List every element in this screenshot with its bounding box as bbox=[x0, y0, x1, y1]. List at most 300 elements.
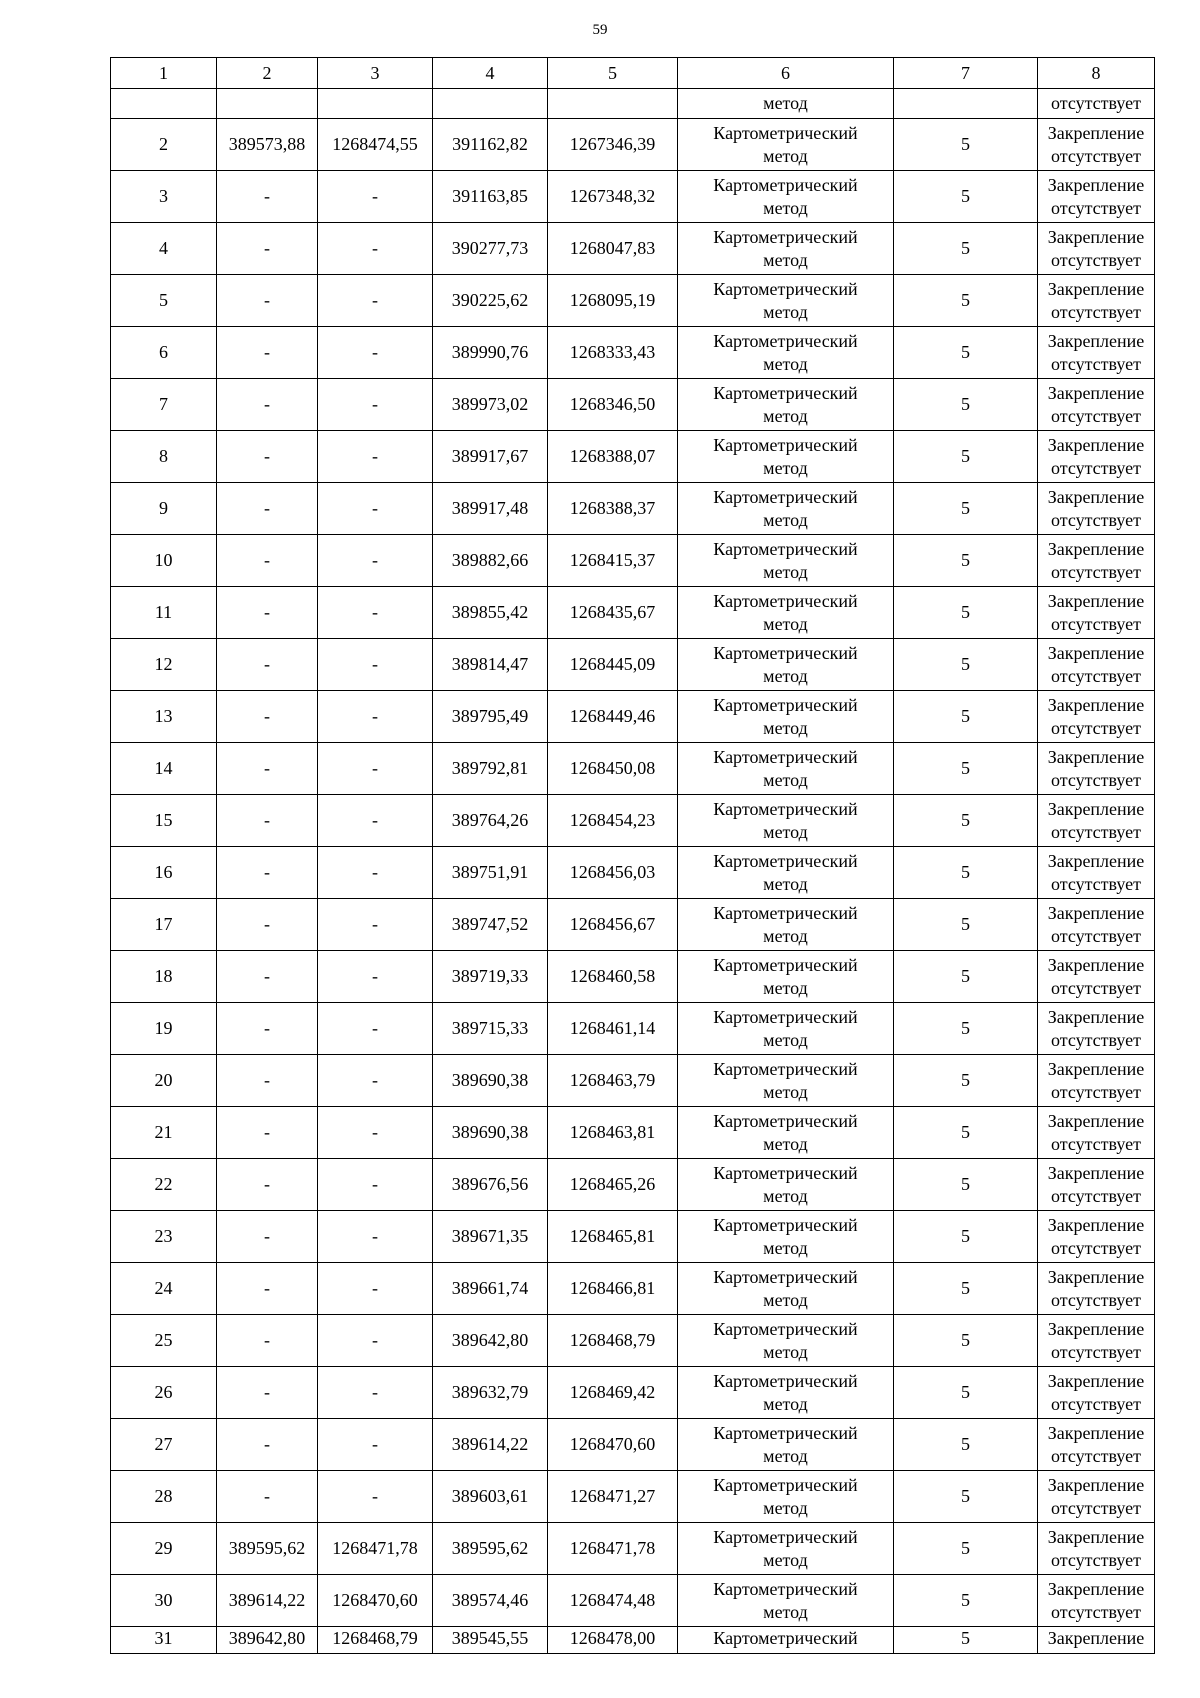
existing-y-cell: - bbox=[318, 743, 433, 795]
existing-x-cell: - bbox=[217, 431, 318, 483]
fixation-cell bbox=[1038, 1471, 1155, 1523]
fixation-cell bbox=[1038, 1159, 1155, 1211]
new-y-cell: 1268435,67 bbox=[548, 587, 678, 639]
fixation-cell bbox=[1038, 1315, 1155, 1367]
table-row bbox=[111, 1211, 1155, 1263]
method-cell bbox=[678, 1367, 894, 1419]
existing-y-cell: - bbox=[318, 379, 433, 431]
accuracy-cell: 5 bbox=[894, 119, 1038, 171]
fixation-cell-line-2: отсутствует bbox=[1050, 1445, 1142, 1466]
method-cell-line-2: метод bbox=[763, 1029, 808, 1050]
existing-x-cell: - bbox=[217, 1471, 318, 1523]
fixation-cell-line-1: Закрепление bbox=[1047, 746, 1145, 767]
fixation-cell-line-1: Закрепление bbox=[1047, 590, 1145, 611]
fixation-cell-line-1: Закрепление bbox=[1047, 174, 1145, 195]
new-x-cell: 389671,35 bbox=[433, 1211, 548, 1263]
point-number-cell: 5 bbox=[111, 275, 217, 327]
new-y-cell: 1268456,03 bbox=[548, 847, 678, 899]
table-row bbox=[111, 639, 1155, 691]
new-x-cell: 389603,61 bbox=[433, 1471, 548, 1523]
fixation-cell-line-1: Закрепление bbox=[1047, 954, 1145, 975]
new-y-cell: 1268449,46 bbox=[548, 691, 678, 743]
fixation-cell-line-1: Закрепление bbox=[1047, 1006, 1145, 1027]
fixation-cell bbox=[1038, 1003, 1155, 1055]
fixation-cell: отсутствует bbox=[1038, 89, 1155, 119]
fixation-cell bbox=[1038, 1055, 1155, 1107]
method-cell bbox=[678, 379, 894, 431]
table-row bbox=[111, 899, 1155, 951]
page-number: 59 bbox=[592, 22, 608, 38]
new-y-cell: 1268346,50 bbox=[548, 379, 678, 431]
fixation-cell-line-2: отсутствует bbox=[1050, 1133, 1142, 1154]
accuracy-cell: 5 bbox=[894, 171, 1038, 223]
fixation-cell bbox=[1038, 379, 1155, 431]
fixation-cell-line-2: отсутствует bbox=[1050, 1237, 1142, 1258]
fixation-cell-line-2: отсутствует bbox=[1050, 665, 1142, 686]
method-cell-line-2: метод bbox=[763, 1341, 808, 1362]
table-row bbox=[111, 171, 1155, 223]
method-cell: Картометрический bbox=[678, 1627, 894, 1654]
table-row bbox=[111, 1367, 1155, 1419]
accuracy-cell: 5 bbox=[894, 275, 1038, 327]
fixation-cell-line-2: отсутствует bbox=[1050, 977, 1142, 998]
new-x-cell: 389690,38 bbox=[433, 1107, 548, 1159]
new-x-cell: 390225,62 bbox=[433, 275, 548, 327]
existing-x-cell: - bbox=[217, 587, 318, 639]
accuracy-cell: 5 bbox=[894, 951, 1038, 1003]
point-number-cell: 3 bbox=[111, 171, 217, 223]
fixation-cell bbox=[1038, 275, 1155, 327]
new-x-cell: 389882,66 bbox=[433, 535, 548, 587]
method-cell-line-1: Картометрический bbox=[713, 122, 858, 143]
table-row bbox=[111, 1315, 1155, 1367]
accuracy-cell: 5 bbox=[894, 1471, 1038, 1523]
table-row bbox=[111, 1523, 1155, 1575]
new-y-cell: 1268469,42 bbox=[548, 1367, 678, 1419]
table-row bbox=[111, 1055, 1155, 1107]
method-cell-line-1: Картометрический bbox=[713, 1422, 858, 1443]
existing-x-cell: - bbox=[217, 483, 318, 535]
existing-y-cell: - bbox=[318, 847, 433, 899]
table-row bbox=[111, 691, 1155, 743]
fixation-cell-line-1: Закрепление bbox=[1047, 278, 1145, 299]
existing-x-cell: - bbox=[217, 847, 318, 899]
method-cell-line-2: метод bbox=[763, 1393, 808, 1414]
existing-x-cell: - bbox=[217, 795, 318, 847]
fixation-cell-line-1: Закрепление bbox=[1047, 1214, 1145, 1235]
existing-x-cell: 389614,22 bbox=[217, 1575, 318, 1627]
existing-y-cell: - bbox=[318, 951, 433, 1003]
accuracy-cell: 5 bbox=[894, 587, 1038, 639]
existing-x-cell: - bbox=[217, 1107, 318, 1159]
new-y-cell: 1268450,08 bbox=[548, 743, 678, 795]
accuracy-cell: 5 bbox=[894, 1419, 1038, 1471]
point-number-cell: 30 bbox=[111, 1575, 217, 1627]
existing-y-cell: - bbox=[318, 223, 433, 275]
method-cell-line-2: метод bbox=[763, 249, 808, 270]
method-cell bbox=[678, 1055, 894, 1107]
table-row bbox=[111, 379, 1155, 431]
method-cell bbox=[678, 171, 894, 223]
fixation-cell bbox=[1038, 171, 1155, 223]
new-y-cell: 1268460,58 bbox=[548, 951, 678, 1003]
new-x-cell: 389990,76 bbox=[433, 327, 548, 379]
method-cell bbox=[678, 587, 894, 639]
new-x-cell: 389917,48 bbox=[433, 483, 548, 535]
table-row bbox=[111, 119, 1155, 171]
fixation-cell-line-2: отсутствует bbox=[1050, 1289, 1142, 1310]
existing-x-cell: - bbox=[217, 1315, 318, 1367]
fixation-cell-line-2: отсутствует bbox=[1050, 457, 1142, 478]
method-cell-line-1: Картометрический bbox=[713, 174, 858, 195]
point-number-cell: 16 bbox=[111, 847, 217, 899]
new-y-cell: 1268463,81 bbox=[548, 1107, 678, 1159]
fixation-cell bbox=[1038, 431, 1155, 483]
accuracy-cell: 5 bbox=[894, 483, 1038, 535]
point-number-cell: 28 bbox=[111, 1471, 217, 1523]
existing-y-cell: - bbox=[318, 1315, 433, 1367]
new-x-cell: 389661,74 bbox=[433, 1263, 548, 1315]
new-y-cell: 1268456,67 bbox=[548, 899, 678, 951]
method-cell-line-2: метод bbox=[763, 509, 808, 530]
fixation-cell-line-2: отсутствует bbox=[1050, 197, 1142, 218]
method-cell-line-1: Картометрический bbox=[713, 330, 858, 351]
fixation-cell-line-1: Закрепление bbox=[1047, 330, 1145, 351]
method-cell-line-2: метод bbox=[763, 301, 808, 322]
new-y-cell: 1268095,19 bbox=[548, 275, 678, 327]
point-number-cell: 24 bbox=[111, 1263, 217, 1315]
method-cell bbox=[678, 795, 894, 847]
table-row bbox=[111, 1263, 1155, 1315]
new-x-cell: 391162,82 bbox=[433, 119, 548, 171]
method-cell bbox=[678, 899, 894, 951]
method-cell-line-1: Картометрический bbox=[713, 590, 858, 611]
method-cell bbox=[678, 639, 894, 691]
fixation-cell-line-2: отсутствует bbox=[1050, 509, 1142, 530]
method-cell-line-2: метод bbox=[763, 1601, 808, 1622]
method-cell-line-1: Картометрический bbox=[713, 746, 858, 767]
existing-y-cell: - bbox=[318, 691, 433, 743]
existing-y-cell: - bbox=[318, 1471, 433, 1523]
method-cell bbox=[678, 327, 894, 379]
existing-x-cell: - bbox=[217, 171, 318, 223]
method-cell-line-2: метод bbox=[763, 1133, 808, 1154]
method-cell bbox=[678, 1523, 894, 1575]
existing-y-cell: - bbox=[318, 795, 433, 847]
fixation-cell bbox=[1038, 1575, 1155, 1627]
method-cell-line-1: Картометрический bbox=[713, 434, 858, 455]
method-cell bbox=[678, 431, 894, 483]
existing-x-cell: - bbox=[217, 379, 318, 431]
new-y-cell: 1268333,43 bbox=[548, 327, 678, 379]
header-cell: 8 bbox=[1038, 58, 1155, 89]
new-y-cell: 1268465,81 bbox=[548, 1211, 678, 1263]
new-y-cell: 1268465,26 bbox=[548, 1159, 678, 1211]
fixation-cell: Закрепление bbox=[1038, 1627, 1155, 1654]
new-x-cell: 389632,79 bbox=[433, 1367, 548, 1419]
fixation-cell-line-2: отсутствует bbox=[1050, 1393, 1142, 1414]
point-number-cell: 2 bbox=[111, 119, 217, 171]
new-y-cell: 1268454,23 bbox=[548, 795, 678, 847]
point-number-cell: 29 bbox=[111, 1523, 217, 1575]
header-cell: 1 bbox=[111, 58, 217, 89]
point-number-cell: 8 bbox=[111, 431, 217, 483]
method-cell-line-1: Картометрический bbox=[713, 538, 858, 559]
accuracy-cell: 5 bbox=[894, 1159, 1038, 1211]
fixation-cell-line-1: Закрепление bbox=[1047, 694, 1145, 715]
method-cell bbox=[678, 743, 894, 795]
fixation-cell-line-2: отсутствует bbox=[1050, 1185, 1142, 1206]
header-cell: 5 bbox=[548, 58, 678, 89]
table-row bbox=[111, 535, 1155, 587]
method-cell-line-1: Картометрический bbox=[713, 278, 858, 299]
fixation-cell bbox=[1038, 951, 1155, 1003]
existing-y-cell: - bbox=[318, 1419, 433, 1471]
existing-y-cell: - bbox=[318, 1211, 433, 1263]
existing-y-cell: - bbox=[318, 171, 433, 223]
method-cell-line-1: Картометрический bbox=[713, 382, 858, 403]
fixation-cell-line-1: Закрепление bbox=[1047, 434, 1145, 455]
fixation-cell-line-2: отсутствует bbox=[1050, 769, 1142, 790]
new-x-cell: 389795,49 bbox=[433, 691, 548, 743]
new-y-cell: 1268471,78 bbox=[548, 1523, 678, 1575]
new-y-cell: 1267348,32 bbox=[548, 171, 678, 223]
new-y-cell: 1268461,14 bbox=[548, 1003, 678, 1055]
existing-x-cell: - bbox=[217, 743, 318, 795]
table-row bbox=[111, 1107, 1155, 1159]
method-cell bbox=[678, 951, 894, 1003]
table-cell bbox=[894, 89, 1038, 119]
existing-y-cell: - bbox=[318, 1055, 433, 1107]
header-cell: 2 bbox=[217, 58, 318, 89]
fixation-cell bbox=[1038, 223, 1155, 275]
existing-y-cell: - bbox=[318, 1003, 433, 1055]
new-x-cell: 389747,52 bbox=[433, 899, 548, 951]
method-cell-line-1: Картометрический bbox=[713, 694, 858, 715]
method-cell bbox=[678, 119, 894, 171]
fixation-cell-line-1: Закрепление bbox=[1047, 226, 1145, 247]
continuation-row bbox=[111, 89, 1155, 119]
method-cell-line-2: метод bbox=[763, 1497, 808, 1518]
accuracy-cell: 5 bbox=[894, 327, 1038, 379]
method-cell-line-2: метод bbox=[763, 1289, 808, 1310]
accuracy-cell: 5 bbox=[894, 1575, 1038, 1627]
header-row bbox=[111, 58, 1155, 89]
fixation-cell bbox=[1038, 535, 1155, 587]
fixation-cell-line-2: отсутствует bbox=[1050, 717, 1142, 738]
new-x-cell: 389545,55 bbox=[433, 1627, 548, 1654]
table-row bbox=[111, 431, 1155, 483]
new-y-cell: 1268468,79 bbox=[548, 1315, 678, 1367]
new-x-cell: 391163,85 bbox=[433, 171, 548, 223]
fixation-cell-line-1: Закрепление bbox=[1047, 1474, 1145, 1495]
method-cell-line-2: метод bbox=[763, 1081, 808, 1102]
fixation-cell bbox=[1038, 691, 1155, 743]
method-cell-line-1: Картометрический bbox=[713, 1110, 858, 1131]
fixation-cell-line-1: Закрепление bbox=[1047, 122, 1145, 143]
table-cell bbox=[548, 89, 678, 119]
new-y-cell: 1268047,83 bbox=[548, 223, 678, 275]
table-row bbox=[111, 587, 1155, 639]
point-number-cell: 22 bbox=[111, 1159, 217, 1211]
fixation-cell-line-1: Закрепление bbox=[1047, 1526, 1145, 1547]
existing-x-cell: - bbox=[217, 1159, 318, 1211]
accuracy-cell: 5 bbox=[894, 1367, 1038, 1419]
new-x-cell: 389792,81 bbox=[433, 743, 548, 795]
new-x-cell: 389855,42 bbox=[433, 587, 548, 639]
existing-y-cell: - bbox=[318, 1107, 433, 1159]
method-cell bbox=[678, 1575, 894, 1627]
method-cell-line-2: метод bbox=[763, 1549, 808, 1570]
fixation-cell-line-2: отсутствует bbox=[1050, 405, 1142, 426]
method-cell bbox=[678, 1107, 894, 1159]
existing-x-cell: - bbox=[217, 639, 318, 691]
fixation-cell-line-1: Закрепление bbox=[1047, 850, 1145, 871]
method-cell-line-2: метод bbox=[763, 197, 808, 218]
method-cell bbox=[678, 1159, 894, 1211]
point-number-cell: 18 bbox=[111, 951, 217, 1003]
accuracy-cell: 5 bbox=[894, 431, 1038, 483]
fixation-cell-line-2: отсутствует bbox=[1050, 613, 1142, 634]
method-cell bbox=[678, 483, 894, 535]
existing-x-cell: - bbox=[217, 1263, 318, 1315]
accuracy-cell: 5 bbox=[894, 1055, 1038, 1107]
existing-x-cell: - bbox=[217, 1211, 318, 1263]
point-number-cell: 21 bbox=[111, 1107, 217, 1159]
method-cell-line-2: метод bbox=[763, 613, 808, 634]
method-cell-line-2: метод bbox=[763, 1445, 808, 1466]
point-number-cell: 10 bbox=[111, 535, 217, 587]
accuracy-cell: 5 bbox=[894, 535, 1038, 587]
table-cell bbox=[217, 89, 318, 119]
table-cell bbox=[433, 89, 548, 119]
accuracy-cell: 5 bbox=[894, 1003, 1038, 1055]
fixation-cell-line-1: Закрепление bbox=[1047, 902, 1145, 923]
fixation-cell-line-1: Закрепление bbox=[1047, 1162, 1145, 1183]
accuracy-cell: 5 bbox=[894, 847, 1038, 899]
method-cell-line-1: Картометрический bbox=[713, 1370, 858, 1391]
fixation-cell bbox=[1038, 743, 1155, 795]
fixation-cell-line-1: Закрепление bbox=[1047, 1110, 1145, 1131]
table-row bbox=[111, 1419, 1155, 1471]
method-cell bbox=[678, 1263, 894, 1315]
existing-y-cell: 1268470,60 bbox=[318, 1575, 433, 1627]
point-number-cell: 31 bbox=[111, 1627, 217, 1654]
method-cell-line-2: метод bbox=[763, 405, 808, 426]
existing-y-cell: - bbox=[318, 899, 433, 951]
method-cell-line-1: Картометрический bbox=[713, 798, 858, 819]
new-y-cell: 1268470,60 bbox=[548, 1419, 678, 1471]
accuracy-cell: 5 bbox=[894, 1315, 1038, 1367]
point-number-cell: 17 bbox=[111, 899, 217, 951]
accuracy-cell: 5 bbox=[894, 379, 1038, 431]
new-x-cell: 389574,46 bbox=[433, 1575, 548, 1627]
new-x-cell: 389814,47 bbox=[433, 639, 548, 691]
table-row bbox=[111, 327, 1155, 379]
method-cell-line-1: Картометрический bbox=[713, 954, 858, 975]
existing-x-cell: - bbox=[217, 1367, 318, 1419]
table-row bbox=[111, 1627, 1155, 1654]
method-cell-line-1: Картометрический bbox=[713, 1162, 858, 1183]
fixation-cell-line-2: отсутствует bbox=[1050, 1549, 1142, 1570]
fixation-cell-line-2: отсутствует bbox=[1050, 1081, 1142, 1102]
new-x-cell: 389642,80 bbox=[433, 1315, 548, 1367]
existing-x-cell: 389573,88 bbox=[217, 119, 318, 171]
header-cell: 3 bbox=[318, 58, 433, 89]
fixation-cell bbox=[1038, 1107, 1155, 1159]
existing-y-cell: 1268468,79 bbox=[318, 1627, 433, 1654]
table-row bbox=[111, 275, 1155, 327]
method-cell-line-1: Картометрический bbox=[713, 1578, 858, 1599]
point-number-cell: 23 bbox=[111, 1211, 217, 1263]
new-x-cell: 389715,33 bbox=[433, 1003, 548, 1055]
existing-x-cell: - bbox=[217, 691, 318, 743]
new-y-cell: 1268466,81 bbox=[548, 1263, 678, 1315]
method-cell bbox=[678, 1471, 894, 1523]
existing-y-cell: - bbox=[318, 535, 433, 587]
table-row bbox=[111, 483, 1155, 535]
point-number-cell: 25 bbox=[111, 1315, 217, 1367]
new-y-cell: 1268478,00 bbox=[548, 1627, 678, 1654]
fixation-cell-line-2: отсутствует bbox=[1050, 1601, 1142, 1622]
table-row bbox=[111, 1471, 1155, 1523]
existing-y-cell: 1268471,78 bbox=[318, 1523, 433, 1575]
accuracy-cell: 5 bbox=[894, 1523, 1038, 1575]
fixation-cell bbox=[1038, 1367, 1155, 1419]
existing-x-cell: - bbox=[217, 275, 318, 327]
method-cell-line-2: метод bbox=[763, 769, 808, 790]
fixation-cell bbox=[1038, 1419, 1155, 1471]
new-y-cell: 1268388,37 bbox=[548, 483, 678, 535]
fixation-cell bbox=[1038, 1523, 1155, 1575]
method-cell-line-1: Картометрический bbox=[713, 1058, 858, 1079]
accuracy-cell: 5 bbox=[894, 899, 1038, 951]
fixation-cell bbox=[1038, 639, 1155, 691]
table-cell bbox=[318, 89, 433, 119]
existing-y-cell: - bbox=[318, 1367, 433, 1419]
fixation-cell-line-1: Закрепление bbox=[1047, 1058, 1145, 1079]
method-cell bbox=[678, 223, 894, 275]
new-y-cell: 1267346,39 bbox=[548, 119, 678, 171]
existing-y-cell: - bbox=[318, 1263, 433, 1315]
method-cell-line-1: Картометрический bbox=[713, 642, 858, 663]
fixation-cell bbox=[1038, 847, 1155, 899]
fixation-cell-line-1: Закрепление bbox=[1047, 382, 1145, 403]
fixation-cell bbox=[1038, 483, 1155, 535]
method-cell-line-2: метод bbox=[763, 353, 808, 374]
method-cell bbox=[678, 691, 894, 743]
fixation-cell-line-2: отсутствует bbox=[1050, 821, 1142, 842]
new-y-cell: 1268474,48 bbox=[548, 1575, 678, 1627]
method-cell-line-1: Картометрический bbox=[713, 486, 858, 507]
method-cell-line-1: Картометрический bbox=[713, 1214, 858, 1235]
coordinates-table bbox=[110, 57, 1155, 1654]
fixation-cell bbox=[1038, 587, 1155, 639]
method-cell-line-1: Картометрический bbox=[713, 1318, 858, 1339]
method-cell-line-2: метод bbox=[763, 925, 808, 946]
method-cell-line-2: метод bbox=[763, 1237, 808, 1258]
existing-x-cell: - bbox=[217, 223, 318, 275]
point-number-cell: 26 bbox=[111, 1367, 217, 1419]
fixation-cell bbox=[1038, 795, 1155, 847]
method-cell-line-2: метод bbox=[763, 977, 808, 998]
new-x-cell: 389719,33 bbox=[433, 951, 548, 1003]
method-cell-line-1: Картометрический bbox=[713, 1526, 858, 1547]
table-row bbox=[111, 847, 1155, 899]
table-cell bbox=[111, 89, 217, 119]
point-number-cell: 20 bbox=[111, 1055, 217, 1107]
point-number-cell: 12 bbox=[111, 639, 217, 691]
